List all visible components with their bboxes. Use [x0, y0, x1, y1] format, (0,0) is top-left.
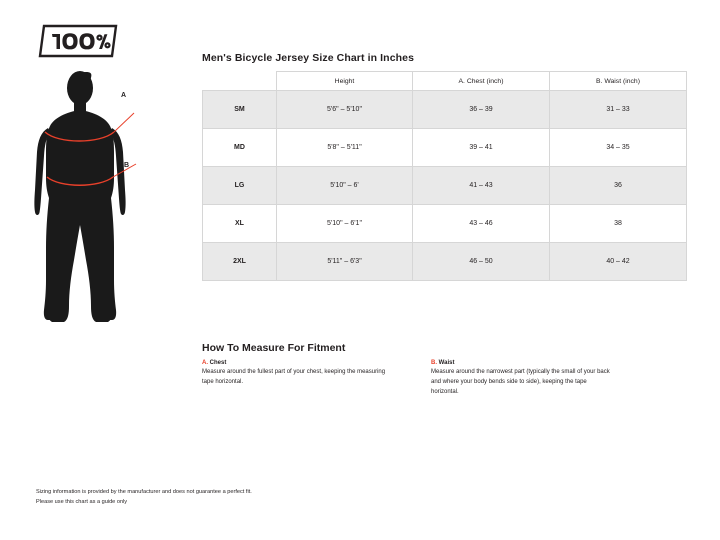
cell-waist: 40 – 42	[550, 243, 687, 281]
footer-line-2: Please use this chart as a guide only	[36, 498, 128, 505]
callout-label-a: A	[121, 92, 127, 99]
measure-waist-name: Waist	[437, 360, 455, 366]
cell-chest: 36 – 39	[413, 91, 550, 129]
measure-chest-letter: A.	[202, 360, 208, 366]
cell-height: 5'6" – 5'10"	[277, 91, 413, 129]
measure-chest-block	[202, 360, 387, 388]
cell-size: 2XL	[203, 243, 277, 281]
cell-waist: 31 – 33	[550, 91, 687, 129]
cell-chest: 46 – 50	[413, 243, 550, 281]
table-header-row	[203, 72, 687, 91]
column-header-height: Height	[277, 72, 413, 91]
cell-chest: 39 – 41	[413, 129, 550, 167]
callout-label-b: B	[124, 162, 130, 169]
measure-waist-heading	[431, 360, 616, 366]
cell-waist: 34 – 35	[550, 129, 687, 167]
cell-size: LG	[203, 167, 277, 205]
cell-chest: 43 – 46	[413, 205, 550, 243]
cell-chest: 41 – 43	[413, 167, 550, 205]
table-row	[203, 243, 687, 281]
footer-line-1: Sizing information is provided by the manufacturer and does not guarantee a perfect fit.	[36, 489, 252, 495]
table-row	[203, 167, 687, 205]
cell-size: XL	[203, 205, 277, 243]
cell-height: 5'10" – 6'1"	[277, 205, 413, 243]
table-row	[203, 91, 687, 129]
column-header-size	[203, 72, 277, 91]
cell-height: 5'11" – 6'3"	[277, 243, 413, 281]
measure-waist-text: Measure around the narrowest part (typically the small of your back and where your body bends side to side), keeping the tape horizontal.	[431, 369, 610, 395]
page-title: Men's Bicycle Jersey Size Chart in Inches	[202, 52, 415, 64]
measure-chest-heading	[202, 360, 387, 366]
cell-size: SM	[203, 91, 277, 129]
cell-size: MD	[203, 129, 277, 167]
size-chart-table	[202, 71, 687, 281]
table-row	[203, 129, 687, 167]
how-to-measure-title: How To Measure For Fitment	[202, 342, 346, 354]
cell-waist: 36	[550, 167, 687, 205]
cell-height: 5'8" – 5'11"	[277, 129, 413, 167]
column-header-waist: B. Waist (inch)	[550, 72, 687, 91]
measure-chest-name: Chest	[208, 360, 227, 366]
footer-disclaimer	[36, 488, 266, 508]
brand-logo	[36, 24, 120, 58]
measure-chest-text: Measure around the fullest part of your chest, keeping the measuring tape horizontal.	[202, 369, 386, 385]
table-header	[203, 72, 687, 91]
cell-height: 5'10" – 6'	[277, 167, 413, 205]
measure-waist-block	[431, 360, 616, 398]
body-measurement-diagram	[28, 70, 168, 330]
measure-waist-letter: B.	[431, 360, 437, 366]
table-row	[203, 205, 687, 243]
column-header-chest: A. Chest (inch)	[413, 72, 550, 91]
table-body	[203, 91, 687, 281]
cell-waist: 38	[550, 205, 687, 243]
